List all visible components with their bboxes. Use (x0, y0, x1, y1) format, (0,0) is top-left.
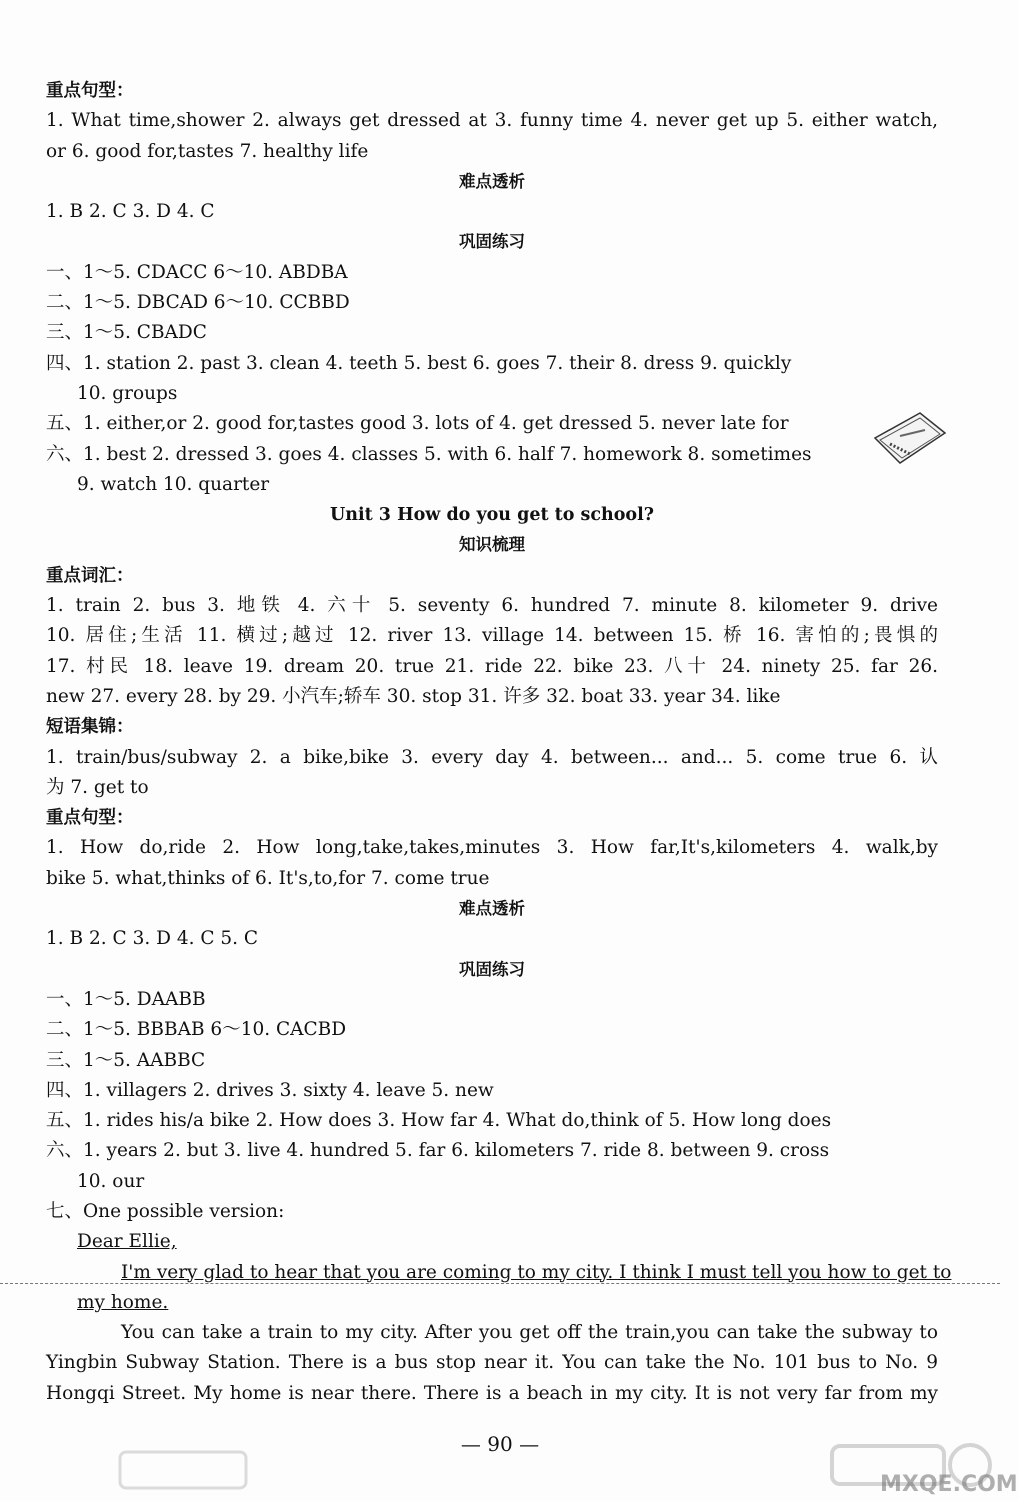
answer-line: 1. B 2. C 3. D 4. C 5. C (46, 928, 259, 950)
answer-line: 三、1～5. CBADC (46, 322, 207, 344)
answer-line: 为 7. get to (46, 776, 149, 798)
essay-greeting-text: Dear Ellie, (77, 1231, 177, 1253)
answer-line: 三、1～5. AABBC (46, 1049, 206, 1071)
answer-line: 六、1. years 2. but 3. live 4. hundred 5. far 6. kilometers 7. ride 8. between 9. cross (46, 1140, 830, 1162)
answer-line: bike 5. what,thinks of 6. It's,to,for 7. come true (46, 867, 490, 889)
page-number: — 90 — (460, 1432, 540, 1456)
answer-line: 17. 村民 18. leave 19. dream 20. true 21. ride 22. bike 23. 八十 24. ninety 25. far 26. (46, 655, 938, 677)
answer-line: 五、1. rides his/a bike 2. How does 3. How far 4. What do,think of 5. How long does (46, 1110, 832, 1132)
watermark-site: MXQE.COM (880, 1472, 1018, 1497)
unit-title: Unit 3 How do you get to school? (330, 505, 654, 526)
section-heading: 巩固练习 (459, 232, 525, 252)
section-heading: 知识梳理 (459, 535, 525, 555)
answer-line: 10. our (77, 1170, 145, 1192)
answer-line: 1. train/bus/subway 2. a bike,bike 3. every day 4. between... and... 5. come true 6. 认 (46, 746, 938, 768)
answer-line: 四、1. villagers 2. drives 3. sixty 4. leave 5. new (46, 1079, 494, 1101)
essay-line: You can take a train to my city. After you get off the train,you can take the subway to (121, 1322, 938, 1344)
section-heading: 重点句型： (46, 81, 134, 101)
section-heading: 难点透析 (459, 171, 525, 191)
answer-line: or 6. good for,tastes 7. healthy life (46, 140, 369, 162)
section-heading: 重点句型： (46, 808, 134, 829)
answer-line: 1. B 2. C 3. D 4. C (46, 201, 215, 223)
answer-line: 二、1～5. DBCAD 6～10. CCBBD (46, 292, 350, 314)
answer-line: 五、1. either,or 2. good for,tastes good 3. lots of 4. get dressed 5. never late for (46, 413, 789, 435)
answer-line: 一、1～5. CDACC 6～10. ABDBA (46, 261, 348, 283)
section-heading: 难点透析 (459, 899, 525, 919)
answer-line: new 27. every 28. by 29. 小汽车;轿车 30. stop 31. 许多 32. boat 33. year 34. like (46, 685, 781, 707)
answer-line: 10. 居住;生活 11. 横过;越过 12. river 13. village 14. between 15. 桥 16. 害怕的;畏惧的 (46, 625, 938, 647)
essay-line: Yingbin Subway Station. There is a bus stop near it. You can take the No. 101 bus to No. 9 (46, 1352, 938, 1374)
essay-line: my home. (77, 1291, 169, 1313)
essay-greeting (46, 1227, 938, 1257)
section-heading: 短语集锦： (46, 717, 134, 738)
essay-line: I'm very glad to hear that you are coming to my city. I think I must tell you how to get to (121, 1261, 952, 1283)
answer-line: 四、1. station 2. past 3. clean 4. teeth 5. best 6. goes 7. their 8. dress 9. quickly (46, 352, 792, 374)
answer-line: 9. watch 10. quarter (77, 473, 270, 495)
section-heading: 重点词汇： (46, 565, 134, 586)
essay-label: 七、One possible version: (46, 1200, 285, 1222)
answer-line: 10. groups (77, 382, 178, 404)
answer-line: 1. What time,shower 2. always get dressed at 3. funny time 4. never get up 5. either watch, (46, 110, 938, 132)
answer-line: 二、1～5. BBBAB 6～10. CACBD (46, 1019, 347, 1041)
essay-line: Hongqi Street. My home is near there. There is a beach in my city. It is not very far from my (46, 1382, 938, 1404)
section-heading: 巩固练习 (459, 959, 525, 979)
answer-line: 1. train 2. bus 3. 地铁 4. 六十 5. seventy 6. hundred 7. minute 8. kilometer 9. drive (46, 595, 938, 617)
answer-page (46, 76, 952, 1409)
book-stamp-icon (870, 408, 950, 472)
answer-line: 六、1. best 2. dressed 3. goes 4. classes 5. with 6. half 7. homework 8. sometimes (46, 443, 812, 465)
answer-line: 一、1～5. DAABB (46, 988, 206, 1010)
answer-line: 1. How do,ride 2. How long,take,takes,minutes 3. How far,It's,kilometers 4. walk,by (46, 837, 938, 859)
fold-line (0, 1283, 1000, 1284)
